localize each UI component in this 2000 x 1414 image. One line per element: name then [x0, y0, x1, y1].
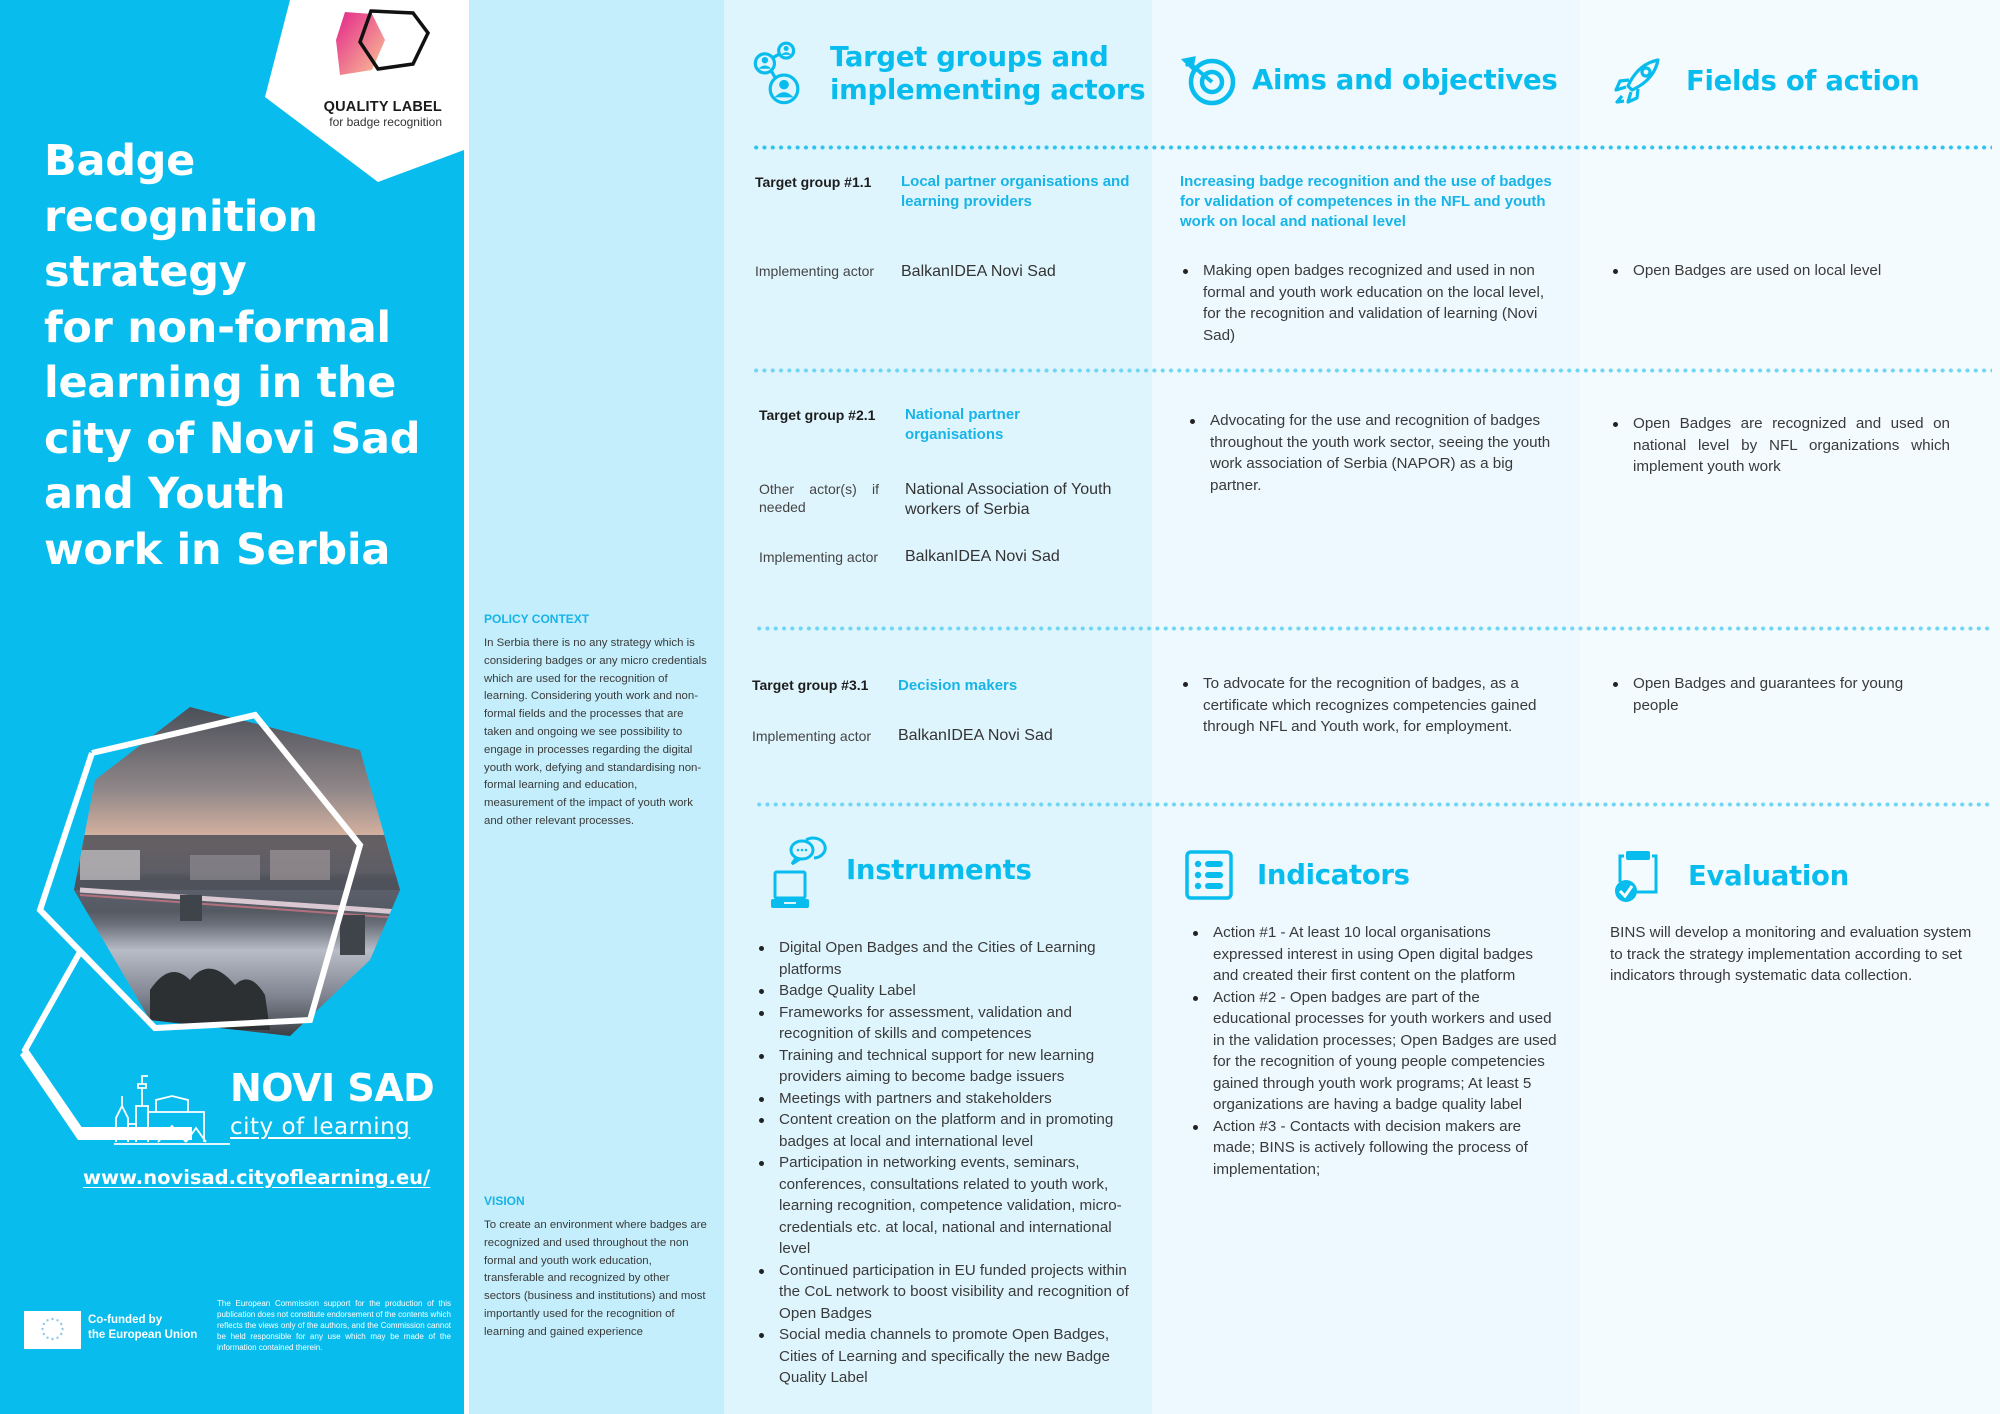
list-item: Continued participation in EU funded projects within the CoL network to boost visibility and recognition of Open Badges — [756, 1260, 1136, 1325]
target-group-name: Decision makers — [898, 677, 1018, 694]
list-item: Social media channels to promote Open Badges, Cities of Learning and specifically the new Badge Quality Label — [756, 1324, 1136, 1389]
list-item: To advocate for the recognition of badges, as a certificate which recognizes competencies gained through NFL and Youth work, for employment. — [1180, 673, 1570, 738]
section-title-aims: Aims and objectives — [1252, 63, 1558, 96]
target-group-label: Target group #2.1 — [759, 407, 876, 423]
list-item: Digital Open Badges and the Cities of Learning platforms — [756, 937, 1136, 980]
implementing-actor-value: BalkanIDEA Novi Sad — [898, 727, 1053, 744]
implementing-actor-value: BalkanIDEA Novi Sad — [905, 548, 1060, 565]
other-actor-value: National Association of Youth workers of Serbia — [905, 481, 1112, 518]
section-title-indicators: Indicators — [1257, 858, 1410, 891]
target-group-label: Target group #3.1 — [752, 677, 869, 693]
instruments-list — [756, 937, 1136, 1389]
other-actor-label: Other actor(s) if needed — [759, 481, 879, 515]
separator — [755, 802, 1992, 807]
objective-text: Increasing badge recognition and the use of badges for validation of competences in the NFL and youth work on local and national level — [1180, 173, 1552, 230]
section-title-target-groups — [830, 41, 1145, 107]
policy-context-text: In Serbia there is no any strategy which is considering badges or any micro credentials which are used for the recognition of learning. Considering youth work and non-formal fields and the processes that are taken and ongoing we see possibility to engage in processes regarding the digital youth work, defying and standardising non-formal learning and education, measurement of the impact of youth work and other relevant processes. — [484, 637, 707, 827]
list-item: Participation in networking events, seminars, conferences, consultations related to youth work, learning recognition, competence validation, micro-credentials etc. at local, national and international level — [756, 1152, 1136, 1260]
target-group-label: Target group #1.1 — [755, 174, 872, 190]
section-header-target-groups — [750, 40, 1145, 108]
title-line: and Youth — [44, 469, 286, 519]
people-network-icon — [750, 40, 818, 108]
implementing-actor-value: BalkanIDEA Novi Sad — [901, 263, 1056, 280]
list-item: Making open badges recognized and used in non formal and youth work education on the local level, for the recognition and validation of learning (Novi Sad) — [1180, 260, 1560, 346]
implementing-actor-label: Implementing actor — [755, 263, 875, 279]
website-link[interactable]: www.novisad.cityoflearning.eu/ — [83, 1166, 431, 1189]
eu-cofunded-line2: the European Union — [88, 1329, 198, 1341]
title-line: city of Novi Sad — [44, 413, 421, 464]
list-item: Content creation on the platform and in promoting badges at local and international level — [756, 1109, 1136, 1152]
city-subtitle: city of learning — [230, 1114, 411, 1140]
implementing-actor-label: Implementing actor — [759, 549, 879, 565]
vision-block — [484, 1194, 709, 1342]
list-item: Action #3 - Contacts with decision makers are made; BINS is actively following the process of implementation; — [1190, 1116, 1560, 1181]
list-item: Open Badges are recognized and used on national level by NFL organizations which implement youth work — [1610, 413, 1950, 478]
section-header-aims — [1180, 52, 1557, 108]
fields-list-3 — [1610, 673, 1940, 716]
vision-text: To create an environment where badges are recognized and used throughout the non formal and youth work education, transferable and recognized by other sectors (business and institutions) and most importantly used for the recognition of learning and gained experience — [484, 1219, 707, 1338]
aims-list-1 — [1180, 260, 1560, 346]
aims-list-3 — [1180, 673, 1570, 738]
title-line: for non-formal — [44, 302, 391, 353]
policy-context-heading: POLICY CONTEXT — [484, 612, 590, 626]
target-group-name: National partner organisations — [905, 406, 1021, 443]
section-title-instruments: Instruments — [846, 853, 1032, 886]
list-icon — [1185, 850, 1233, 900]
policy-column — [469, 0, 724, 1414]
target-icon — [1180, 52, 1240, 108]
list-item: Action #2 - Open badges are part of the educational processes for youth workers and used in the validation processes; Open Badges are used for the recognition of young people competencies gained through youth work programs; At least 5 organizations are having a badge quality label — [1190, 987, 1560, 1116]
clipboard-check-icon — [1612, 848, 1658, 904]
city-name: NOVI SAD — [230, 1066, 435, 1110]
section-header-indicators — [1185, 850, 1410, 900]
evaluation-text: BINS will develop a monitoring and evaluation system to track the strategy implementation according to set indicators through systematic data collection. — [1610, 924, 1972, 984]
eu-flag-icon — [24, 1311, 81, 1349]
rocket-icon — [1614, 56, 1666, 106]
fields-list-2 — [1610, 413, 1950, 478]
eu-cofunded-line1: Co-funded by — [88, 1314, 163, 1326]
list-item: Training and technical support for new learning providers aiming to become badge issuers — [756, 1045, 1136, 1088]
eu-disclaimer: The European Commission support for the production of this publication does not constitute endorsement of the contents which reflects the views only of the authors, and the Commission cannot be held responsible for any use which may be made of the information contained therein. — [217, 1299, 451, 1352]
list-item: Badge Quality Label — [756, 980, 1136, 1002]
separator — [755, 626, 1992, 631]
policy-context-block — [484, 612, 709, 831]
section-header-fields — [1614, 56, 1919, 106]
title-line: Badge — [44, 136, 196, 186]
quality-label-title: QUALITY LABEL — [323, 99, 442, 115]
separator — [752, 368, 1992, 373]
section-header-instruments — [770, 836, 1032, 912]
cover-sidebar — [0, 0, 464, 1414]
list-item: Advocating for the use and recognition of badges throughout the youth work sector, seeing the youth work association of Serbia (NAPOR) as a big partner. — [1187, 410, 1567, 496]
quality-label-text — [324, 99, 442, 129]
section-title-evaluation: Evaluation — [1688, 859, 1849, 892]
section-title-fields: Fields of action — [1686, 64, 1920, 97]
eu-cofunded-text — [88, 1313, 197, 1343]
quality-label-subtitle: for badge recognition — [329, 115, 442, 129]
section-title-line: Target groups and — [830, 41, 1109, 73]
list-item: Open Badges are used on local level — [1610, 260, 1980, 282]
section-header-evaluation — [1612, 848, 1849, 904]
separator — [752, 145, 1992, 150]
indicators-list — [1190, 922, 1560, 1180]
vision-heading: VISION — [484, 1194, 525, 1208]
list-item: Frameworks for assessment, validation and recognition of skills and competences — [756, 1002, 1136, 1045]
implementing-actor-label: Implementing actor — [752, 728, 872, 744]
title-line: strategy — [44, 247, 247, 297]
target-group-name: Local partner organisations and learning providers — [901, 173, 1130, 210]
list-item: Action #1 - At least 10 local organisations expressed interest in using Open digital badges and created their first content on the platform — [1190, 922, 1560, 987]
laptop-chat-icon — [770, 836, 830, 912]
list-item: Meetings with partners and stakeholders — [756, 1088, 1136, 1110]
title-line: work in Serbia — [44, 524, 391, 575]
title-line: recognition — [44, 191, 318, 242]
page-title — [44, 134, 454, 578]
title-line: learning in the — [44, 358, 396, 408]
fields-list-1 — [1610, 260, 1980, 282]
section-title-line: implementing actors — [830, 74, 1146, 106]
aims-list-2 — [1187, 410, 1567, 496]
list-item: Open Badges and guarantees for young people — [1610, 673, 1940, 716]
